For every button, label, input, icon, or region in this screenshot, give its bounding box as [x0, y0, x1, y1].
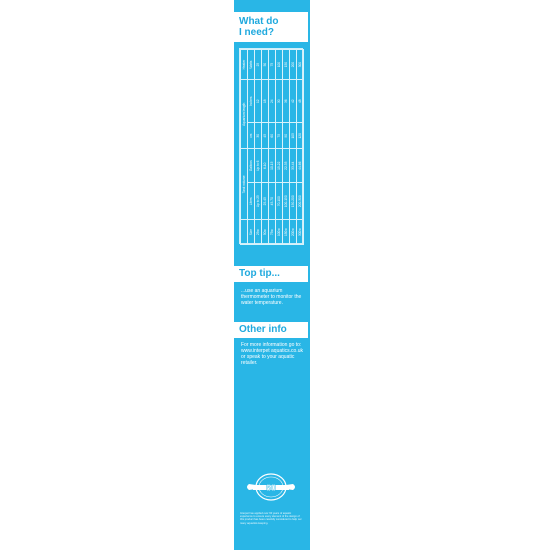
table-group-row	[241, 50, 248, 245]
table-cell: 60	[269, 123, 276, 149]
sizing-table	[239, 48, 303, 244]
tip-text: ...use an aquarium thermometer to monitor the water temperature.	[241, 288, 302, 306]
tip-heading: Top tip...	[234, 266, 308, 282]
table-header-cell: Watts	[248, 50, 255, 80]
table-cell: 30	[255, 123, 262, 149]
table-cell: 33-44	[290, 149, 297, 183]
table-cell: 6-10	[262, 149, 269, 183]
table-row	[290, 50, 297, 245]
table-row	[283, 50, 290, 245]
table-cell: 45	[262, 123, 269, 149]
anniversary-seal-icon	[243, 470, 299, 504]
table-cell: 50w	[262, 220, 269, 245]
table-cell: Up to 25	[255, 183, 262, 220]
table-cell: 150-200	[290, 183, 297, 220]
table-cell: 300	[297, 50, 304, 80]
table-cell: 44-66	[297, 149, 304, 183]
table-header-cell: Gallons	[248, 149, 255, 183]
table-cell: 12	[255, 80, 262, 123]
table-cell: 105	[290, 123, 297, 149]
table-cell: 22-33	[283, 149, 290, 183]
table-group-heater: Heater	[241, 50, 248, 80]
table-cell: 70-100	[276, 183, 283, 220]
table-cell: 36	[283, 80, 290, 123]
table-row	[262, 50, 269, 245]
table-cell: 15-22	[276, 149, 283, 183]
table-cell: 10-15	[269, 149, 276, 183]
table-body	[255, 50, 304, 245]
other-text: For more information go to: www.interpet aquatics.co.uk or speak to your aquatic retailer.	[241, 342, 303, 366]
table-cell: 200w	[290, 220, 297, 245]
table-header-cell: Inches	[248, 80, 255, 123]
table-cell: 300w	[297, 220, 304, 245]
table-cell: 25	[255, 50, 262, 80]
table-cell: 100	[276, 50, 283, 80]
badge-number: 60	[266, 483, 276, 494]
table-cell: 42	[290, 80, 297, 123]
table-cell: 18	[262, 80, 269, 123]
table-cell: 45-70	[269, 183, 276, 220]
table-cell: 50	[262, 50, 269, 80]
what-heading	[234, 12, 308, 42]
what-title-line2: I need?	[239, 27, 275, 38]
product-info-panel	[234, 0, 310, 550]
table-group-water: Tank volume	[241, 149, 248, 220]
table-cell: 24	[269, 80, 276, 123]
table-cell: 120	[297, 123, 304, 149]
table-cell: 200-300	[297, 183, 304, 220]
table-header-cell: Litres	[248, 183, 255, 220]
table-cell: 25w	[255, 220, 262, 245]
fine-print: Interpet has applied over 60 years of aquatic experience to ensure every element of the design of this product has been carefully considered to help our many aquarists keeping.	[240, 512, 302, 525]
table-cell: 48	[297, 80, 304, 123]
table-cell: 75	[276, 123, 283, 149]
table-cell: 25-45	[262, 183, 269, 220]
table-row	[269, 50, 276, 245]
other-heading: Other info	[234, 322, 308, 338]
table-cell: 30	[276, 80, 283, 123]
table-group-aquarium: Aquarium length	[241, 80, 248, 149]
table-cell: 75	[269, 50, 276, 80]
table-header-cell: Size	[248, 220, 255, 245]
table-cell: 200	[290, 50, 297, 80]
table-cell: 90	[283, 123, 290, 149]
sizing-table-rotated	[240, 49, 304, 245]
what-title-line1: What do	[239, 16, 279, 27]
table-cell: 100-150	[283, 183, 290, 220]
table-cell: 150	[283, 50, 290, 80]
table-cell: 150w	[283, 220, 290, 245]
table-cell: 100w	[276, 220, 283, 245]
table-header-cell: cm	[248, 123, 255, 149]
table-header-row	[248, 50, 255, 245]
table-row	[276, 50, 283, 245]
table-cell: Up to 6	[255, 149, 262, 183]
table-row	[255, 50, 262, 245]
table-group-size	[241, 220, 248, 245]
table-row	[297, 50, 304, 245]
table-cell: 75w	[269, 220, 276, 245]
